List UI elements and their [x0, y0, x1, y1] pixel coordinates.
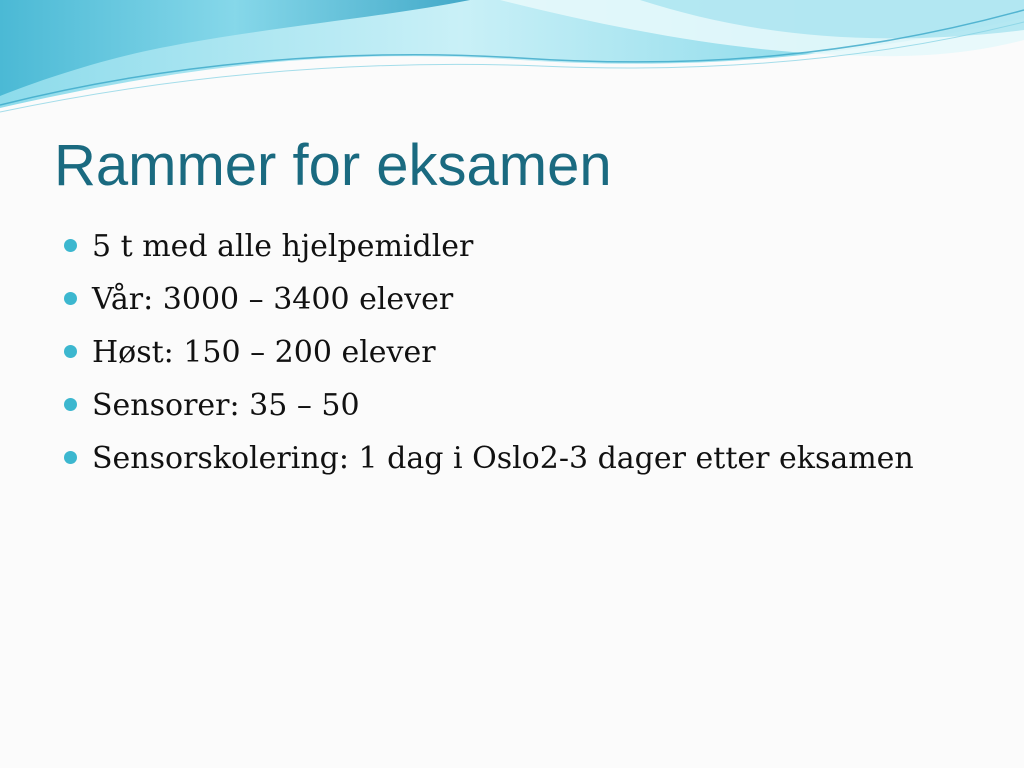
bullet-dot-icon: [64, 451, 77, 464]
bullet-text: 5 t med alle hjelpemidler: [92, 229, 474, 264]
bullet-text: Høst: 150 – 200 elever: [92, 335, 436, 370]
bullet-text: Vår: 3000 – 3400 elever: [92, 282, 454, 317]
bullet-dot-icon: [64, 398, 77, 411]
bullet-item: [64, 273, 914, 326]
bullet-dot-icon: [64, 345, 77, 358]
bullet-text: Sensorskolering: 1 dag i Oslo2-3 dager etter eksamen: [92, 441, 914, 476]
bullet-dot-icon: [64, 292, 77, 305]
bullet-item: [64, 432, 914, 485]
bullet-item: [64, 326, 914, 379]
bullet-dot-icon: [64, 239, 77, 252]
bullet-item: [64, 220, 914, 273]
bullet-item: [64, 379, 914, 432]
slide-title: Rammer for eksamen: [54, 133, 612, 198]
header-wave-decoration: [0, 0, 1024, 130]
bullet-list: [64, 220, 914, 485]
bullet-text: Sensorer: 35 – 50: [92, 388, 360, 423]
